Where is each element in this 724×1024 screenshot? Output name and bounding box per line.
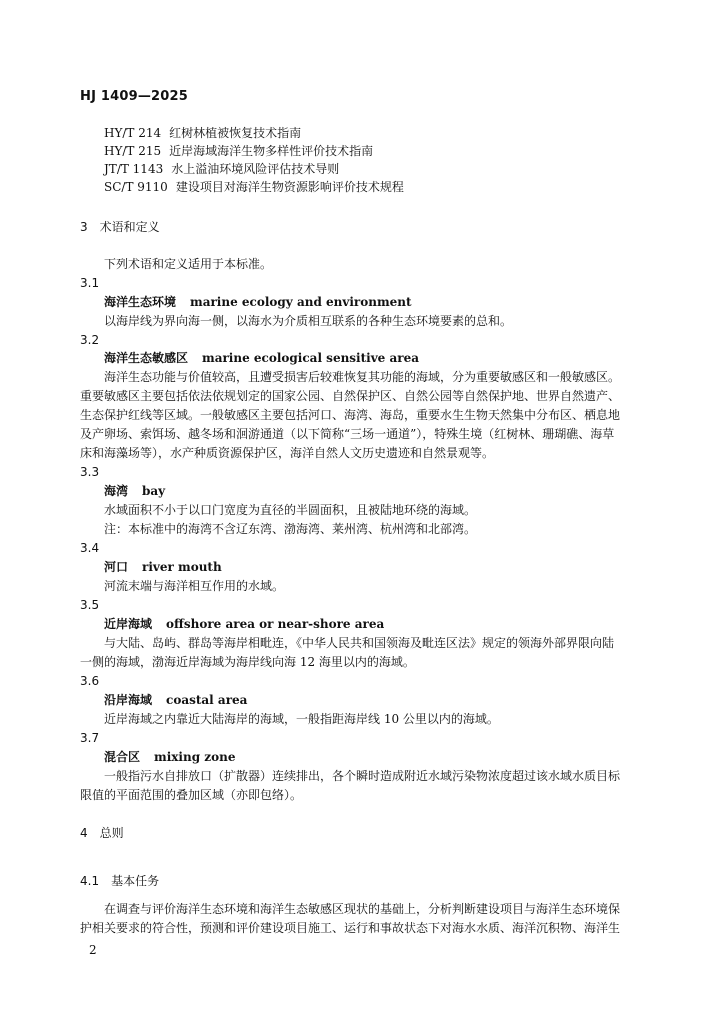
- term-number: 3.3: [80, 465, 100, 479]
- term-chinese: 沿岸海域: [104, 693, 153, 707]
- term-english: coastal area: [166, 693, 248, 707]
- reference-title: 红树林植被恢复技术指南: [169, 126, 302, 140]
- reference-title: 近岸海域海洋生物多样性评价技术指南: [169, 144, 374, 158]
- term-number: 3.5: [80, 598, 100, 612]
- term-definition-line: 与大陆、岛屿、群岛等海岸相毗连，《中华人民共和国领海及毗连区法》规定的领海外部界限向陆: [104, 636, 615, 650]
- term-heading: [104, 484, 165, 499]
- term-note: 注：本标准中的海湾不含辽东湾、渤海湾、莱州湾、杭州湾和北部湾。: [104, 522, 477, 536]
- term-definition-line: 一侧的海域，渤海近岸海域为海岸线向海 12 海里以内的海域。: [80, 655, 415, 669]
- term-number: 3.7: [80, 731, 100, 745]
- section-heading: [80, 220, 160, 235]
- term-english: marine ecological sensitive area: [202, 351, 420, 365]
- term-heading: [104, 560, 222, 575]
- section-title: 总则: [99, 826, 124, 840]
- section-intro: 下列术语和定义适用于本标准。: [104, 257, 273, 271]
- term-chinese: 海洋生态敏感区: [104, 351, 189, 365]
- term-heading: [104, 750, 235, 765]
- term-definition-line: 限值的平面范围的叠加区域（亦即包络）。: [80, 788, 303, 802]
- section-title: 术语和定义: [99, 220, 160, 234]
- section-number: 4: [80, 826, 88, 840]
- term-heading: [104, 351, 419, 366]
- term-definition-line: 以海岸线为界向海一侧，以海水为介质相互联系的各种生态环境要素的总和。: [104, 314, 513, 328]
- reference-code: HY/T 215: [104, 144, 162, 158]
- term-number: 3.6: [80, 674, 100, 688]
- reference-item: [104, 144, 373, 159]
- term-number: 3.4: [80, 541, 100, 555]
- subsection-number: 4.1: [80, 874, 100, 888]
- term-english: bay: [142, 484, 166, 498]
- term-chinese: 河口: [104, 560, 129, 574]
- reference-code: JT/T 1143: [104, 162, 164, 176]
- reference-code: HY/T 214: [104, 126, 162, 140]
- term-definition-line: 一般指污水自排放口（扩散器）连续排出，各个瞬时造成附近水域污染物浓度超过该水域水质目标: [104, 769, 621, 783]
- term-definition-line: 生态保护红线等区域。一般敏感区主要包括河口、海湾、海岛，重要水生生物天然集中分布区、栖息地: [80, 408, 621, 422]
- term-number: 3.2: [80, 333, 100, 347]
- term-chinese: 海湾: [104, 484, 129, 498]
- paragraph-line: 在调查与评价海洋生态环境和海洋生态敏感区现状的基础上，分析判断建设项目与海洋生态环境保: [104, 902, 621, 916]
- term-heading: [104, 693, 247, 708]
- term-definition-line: 重要敏感区主要包括依法依规划定的国家公园、自然保护区、自然公园等自然保护地、世界自然遗产、: [80, 389, 621, 403]
- document-id-header: HJ 1409—2025: [80, 89, 189, 104]
- subsection-title: 基本任务: [111, 874, 160, 888]
- term-definition-line: 河流末端与海洋相互作用的水域。: [104, 579, 285, 593]
- term-english: marine ecology and environment: [190, 295, 412, 309]
- term-heading: [104, 295, 412, 310]
- reference-title: 建设项目对海洋生物资源影响评价技术规程: [175, 180, 404, 194]
- term-english: mixing zone: [154, 750, 236, 764]
- reference-item: [104, 126, 301, 141]
- section-number: 3: [80, 220, 88, 234]
- page-number: 2: [89, 943, 97, 957]
- term-chinese: 海洋生态环境: [104, 295, 177, 309]
- section-heading: [80, 826, 124, 841]
- term-definition-line: 水域面积不小于以口门宽度为直径的半圆面积，且被陆地环绕的海域。: [104, 503, 477, 517]
- term-definition-line: 床和海藻场等），水产种质资源保护区，海洋自然人文历史遗迹和自然景观等。: [80, 446, 495, 460]
- term-english: river mouth: [142, 560, 222, 574]
- term-chinese: 近岸海域: [104, 617, 153, 631]
- reference-title: 水上溢油环境风险评估技术导则: [171, 162, 340, 176]
- term-definition-line: 近岸海域之内靠近大陆海岸的海域，一般指距海岸线 10 公里以内的海域。: [104, 712, 499, 726]
- term-heading: [104, 617, 384, 632]
- term-definition-line: 海洋生态功能与价值较高，且遭受损害后较难恢复其功能的海域，分为重要敏感区和一般敏感区。: [104, 370, 621, 384]
- reference-item: [104, 180, 404, 195]
- reference-item: [104, 162, 339, 177]
- term-chinese: 混合区: [104, 750, 141, 764]
- term-definition-line: 及产卵场、索饵场、越冬场和洄游通道（以下简称“三场一通道”），特殊生境（红树林、珊瑚礁、海草: [80, 427, 615, 441]
- term-number: 3.1: [80, 276, 100, 290]
- term-english: offshore area or near-shore area: [166, 617, 385, 631]
- paragraph-line: 护相关要求的符合性，预测和评价建设项目施工、运行和事故状态下对海水水质、海洋沉积物、海洋生: [80, 921, 621, 935]
- subsection-heading: [80, 874, 159, 889]
- reference-code: SC/T 9110: [104, 180, 168, 194]
